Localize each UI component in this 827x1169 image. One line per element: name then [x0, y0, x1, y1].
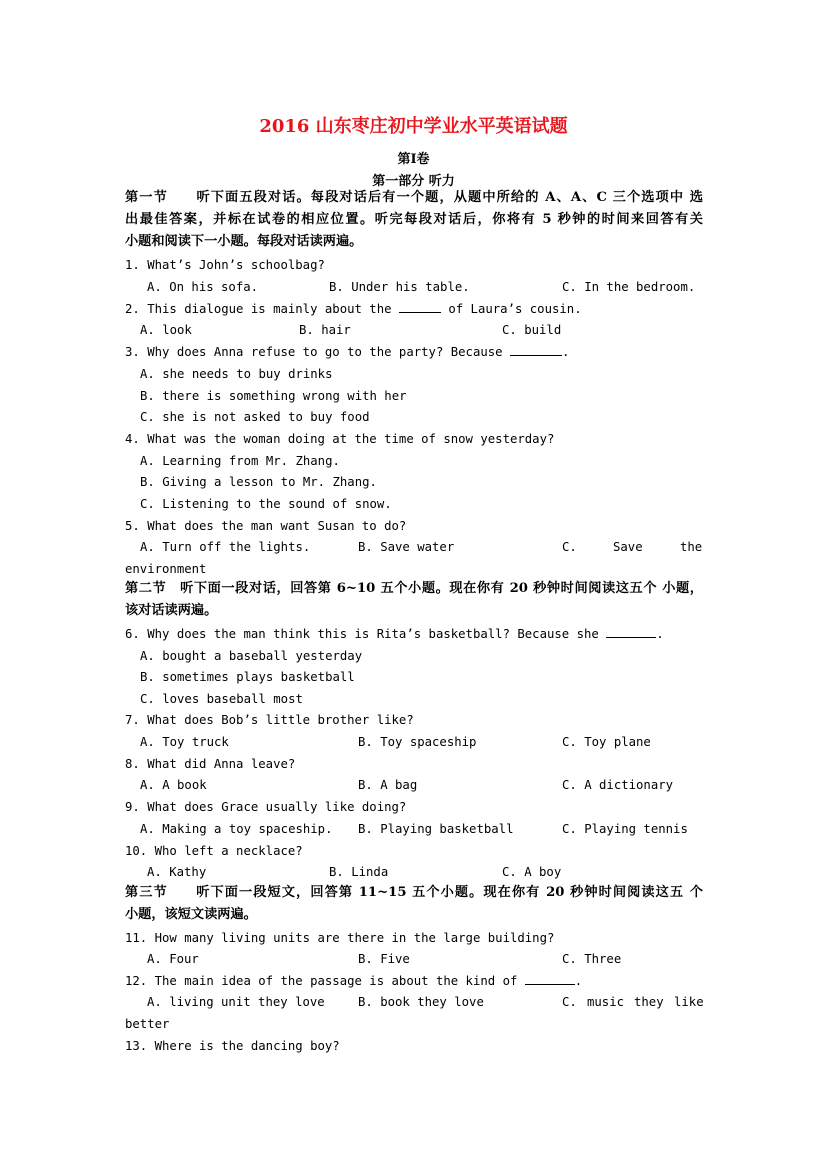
q2-stem — [125, 301, 582, 317]
q12-option-c-word2: they — [634, 995, 664, 1009]
q2-blank — [399, 301, 441, 313]
q6-stem-text: 6. Why does the man think this is Rita’s basketball? Because she — [125, 627, 607, 641]
q13-stem: 13. Where is the dancing boy? — [125, 1039, 340, 1053]
part1-heading: 第一部分 听力 — [372, 174, 455, 189]
q3-stem — [125, 344, 569, 360]
q8-option-a: A. A book — [140, 778, 207, 792]
q2-stem-start: 2. This dialogue is mainly about the — [125, 302, 399, 316]
q8-option-c: C. A dictionary — [562, 778, 674, 792]
q2-option-c: C. build — [502, 323, 562, 337]
q6-stem-end: . — [656, 627, 664, 641]
q6-option-b: B. sometimes plays basketball — [140, 670, 355, 684]
q10-option-b: B. Linda — [329, 865, 389, 879]
section2-instruction-line1: 第二节 听下面一段对话，回答第 6~10 五个小题。现在你有 20 秒钟时间阅读这五个 小题， — [125, 581, 703, 596]
q5-stem: 5. What does the man want Susan to do? — [125, 519, 407, 533]
q10-option-a: A. Kathy — [147, 865, 207, 879]
q12-option-a: A. living unit they love — [147, 995, 325, 1009]
volume-heading: 第Ⅰ卷 — [397, 152, 430, 167]
q12-option-b: B. book they love — [358, 995, 484, 1009]
section3-instruction-line2: 小题，该短文读两遍。 — [125, 907, 257, 922]
q3-blank — [510, 344, 562, 356]
q9-stem: 9. What does Grace usually like doing? — [125, 800, 407, 814]
q12-option-c-letter: C. — [562, 995, 577, 1009]
q9-option-c: C. Playing tennis — [562, 822, 688, 836]
q12-option-c-word1: music — [587, 995, 625, 1009]
section1-instruction-line3: 小题和阅读下一小题。每段对话读两遍。 — [125, 234, 363, 249]
q4-stem: 4. What was the woman doing at the time of snow yesterday? — [125, 432, 555, 446]
section3-instruction-line1: 第三节 听下面一段短文，回答第 11~15 五个小题。现在你有 20 秒钟时间阅读这五 个 — [125, 885, 703, 900]
q7-option-c: C. Toy plane — [562, 735, 651, 749]
q2-stem-end: of Laura’s cousin. — [440, 302, 582, 316]
q3-option-b: B. there is something wrong with her — [140, 389, 407, 403]
q7-option-a: A. Toy truck — [140, 735, 229, 749]
q9-option-b: B. Playing basketball — [358, 822, 514, 836]
section1-instruction-line2: 出最佳答案，并标在试卷的相应位置。听完每段对话后，你将有 5 秒钟的时间来回答有关 — [125, 212, 703, 227]
section1-instruction-line1: 第一节 听下面五段对话。每段对话后有一个题，从题中所给的 A、A、C 三个选项中 选 — [125, 190, 703, 205]
q6-option-c: C. loves baseball most — [140, 692, 303, 706]
q2-option-b: B. hair — [299, 323, 351, 337]
q11-option-b: B. Five — [358, 952, 410, 966]
q12-stem-end: . — [574, 974, 583, 988]
q4-option-b: B. Giving a lesson to Mr. Zhang. — [140, 475, 377, 489]
q2-option-a: A. look — [140, 323, 192, 337]
q3-stem-end: . — [561, 345, 570, 359]
q12-option-c-continued: better — [125, 1017, 170, 1031]
exam-title: 2016 山东枣庄初中学业水平英语试题 — [259, 116, 568, 137]
q5-option-c-word2: the — [680, 540, 703, 554]
q5-option-a: A. Turn off the lights. — [140, 540, 311, 554]
q3-option-c: C. she is not asked to buy food — [140, 410, 370, 424]
q12-stem-text: 12. The main idea of the passage is about the kind of — [125, 974, 525, 988]
q7-stem: 7. What does Bob’s little brother like? — [125, 713, 414, 727]
q1-option-c: C. In the bedroom. — [562, 280, 696, 294]
q6-stem — [125, 626, 664, 642]
q11-option-a: A. Four — [147, 952, 199, 966]
q12-option-c-word3: like — [674, 995, 704, 1009]
q4-option-a: A. Learning from Mr. Zhang. — [140, 454, 340, 468]
q10-stem: 10. Who left a necklace? — [125, 844, 303, 858]
q1-option-a: A. On his sofa. — [147, 280, 259, 294]
q5-option-c-continued: environment — [125, 562, 207, 576]
q6-option-a: A. bought a baseball yesterday — [140, 649, 363, 663]
q5-option-b: B. Save water — [358, 540, 455, 554]
q1-stem: 1. What’s John’s schoolbag? — [125, 258, 325, 272]
q7-option-b: B. Toy spaceship — [358, 735, 477, 749]
q6-blank — [606, 626, 656, 638]
q5-option-c-word1: Save — [613, 540, 643, 554]
q10-option-c: C. A boy — [502, 865, 562, 879]
q12-stem — [125, 973, 582, 989]
q12-blank — [525, 973, 575, 985]
q1-option-b: B. Under his table. — [329, 280, 470, 294]
q8-option-b: B. A bag — [358, 778, 418, 792]
section2-instruction-line2: 该对话读两遍。 — [125, 603, 218, 618]
q11-option-c: C. Three — [562, 952, 622, 966]
q9-option-a: A. Making a toy spaceship. — [140, 822, 333, 836]
q3-stem-text: 3. Why does Anna refuse to go to the party? Because — [125, 345, 510, 359]
q11-stem: 11. How many living units are there in the large building? — [125, 931, 555, 945]
q4-option-c: C. Listening to the sound of snow. — [140, 497, 392, 511]
q8-stem: 8. What did Anna leave? — [125, 757, 296, 771]
q5-option-c-letter: C. — [562, 540, 577, 554]
q3-option-a: A. she needs to buy drinks — [140, 367, 333, 381]
